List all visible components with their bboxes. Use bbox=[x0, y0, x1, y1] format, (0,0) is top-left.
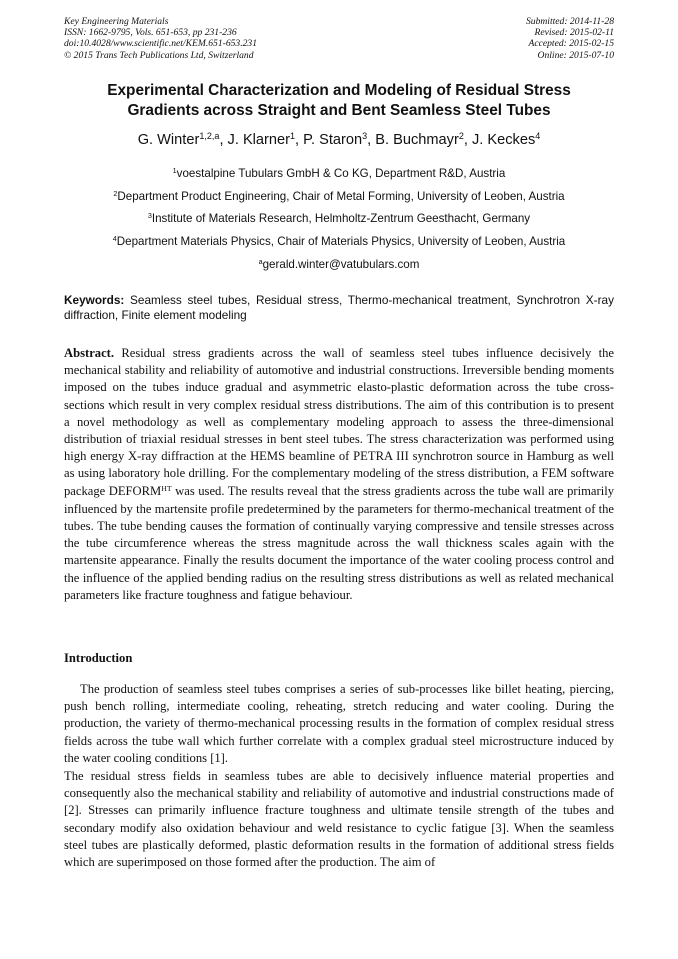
keywords-text: Seamless steel tubes, Residual stress, Thermo-mechanical treatment, Synchrotron X-ray diffraction, Finite element modeling bbox=[64, 293, 614, 322]
publication-dates bbox=[526, 16, 614, 61]
author: J. Klarner$^1$, bbox=[227, 131, 304, 148]
author: P. Staron$^3$, bbox=[303, 131, 376, 148]
copyright-line: © 2015 Trans Tech Publications Ltd, Switzerland bbox=[64, 49, 254, 61]
author: J. Keckes$^4$ bbox=[471, 131, 541, 148]
revised-date: Revised: 2015-02-11 bbox=[534, 27, 614, 39]
author: G. Winter$^{1,2,a}$, bbox=[137, 131, 228, 148]
section-heading-introduction: Introduction bbox=[64, 651, 133, 665]
submitted-date: Submitted: 2014-11-28 bbox=[525, 16, 614, 27]
affiliation: $^3$Institute of Materials Research, Helmholtz-Zentrum Geesthacht, Germany bbox=[147, 211, 531, 226]
affiliation: $^1$voestalpine Tubulars GmbH & Co KG, Department R&D, Austria bbox=[172, 166, 506, 180]
title-line-2: Gradients across Straight and Bent Seamless Steel Tubes bbox=[127, 101, 551, 119]
corresponding-email: $^a$gerald.winter@vatubulars.com bbox=[258, 256, 420, 271]
author: B. Buchmayr$^2$, bbox=[375, 131, 472, 148]
affiliation: $^2$Department Product Engineering, Chair of Metal Forming, University of Leoben, Austria bbox=[113, 188, 565, 203]
author-list bbox=[64, 131, 614, 150]
abstract: Abstract. Residual stress gradients across the wall of seamless steel tubes influence decisively the mechanical stability and reliability of automotive and industrial constructions. Irreversible bending moments imposed on the tubes induce gradual and asymmetric elasto-plastic deformation across the tube cross-sections which result in very complex residual stress distributions. The aim of this contribution is to present a novel methodology as well as complementary modeling approach to assess the three-dimensional distribution of triaxial residual stresses in bent steel tubes. The stress characterization was performed using high energy X-ray diffraction at the HEMS beamline of PETRA III synchrotron source in Hamburg as well as using laboratory hole drilling. For the complementary modeling of the stress distribution, a FEM software package $DEFORM^{HT}$ was used. The results reveal that the stress gradients across the tube wall are primarily influenced by the martensite profile predetermined by the parameters for thermo-mechanical treatment of the tubes. The tube bending causes the formation of continually varying compressive and tensile stresses across the tube circumference whereas the stress magnitude across the wall thickness scales again with the martensite appearance. Finally the results document the importance of the water cooling process control and the influence of the applied bending radius on the resulting stress distributions as well as related mechanical parameters like fracture toughness and fatigue behaviour. bbox=[64, 346, 614, 602]
online-date: Online: 2015-07-10 bbox=[537, 49, 614, 61]
accepted-date: Accepted: 2015-02-15 bbox=[528, 38, 614, 50]
superscript: HT bbox=[161, 483, 172, 493]
introduction-paragraph-1: The production of seamless steel tubes comprises a series of sub-processes like billet heating, piercing, push bench rolling, intermediate cooling, reheating, stretch reducing and water cooling. During the production, the variety of thermo-mechanical processing results in the formation of complex residual stress fields across the tube wall which further correlate with a complex gradual steel microstructure induced by the water cooling conditions [1]. bbox=[64, 682, 614, 765]
journal-info bbox=[64, 16, 257, 61]
journal-name: Key Engineering Materials bbox=[64, 16, 169, 27]
paper-title bbox=[64, 81, 614, 120]
title-line-1: Experimental Characterization and Modeling of Residual Stress bbox=[107, 82, 571, 99]
introduction-paragraph-2: The residual stress fields in seamless tubes are able to decisively influence material properties and consequently also the mechanical stability and reliability of automotive and industrial constructions made of [2]. Stresses can primarily influence fracture toughness and ultimate tensile strength of the tubes and secondary modify also oxidation behaviour and weld resistance to cyclic fatigue [3]. When the seamless steel tubes are plastically deformed, plastic deformation results in the formation of additional stress fields which are superimposed on those formed after the production. The aim of bbox=[64, 769, 614, 870]
abstract-label: Abstract. bbox=[64, 346, 115, 360]
keywords bbox=[64, 293, 614, 323]
affiliations bbox=[64, 163, 614, 277]
keywords-label: Keywords: bbox=[64, 293, 125, 307]
affiliation: $^4$Department Materials Physics, Chair of Materials Physics, University of Leoben, Austria bbox=[112, 234, 566, 249]
doi-line: doi:10.4028/www.scientific.net/KEM.651-653.231 bbox=[64, 38, 258, 50]
issn-line: ISSN: 1662-9795, Vols. 651-653, pp 231-236 bbox=[64, 27, 237, 39]
